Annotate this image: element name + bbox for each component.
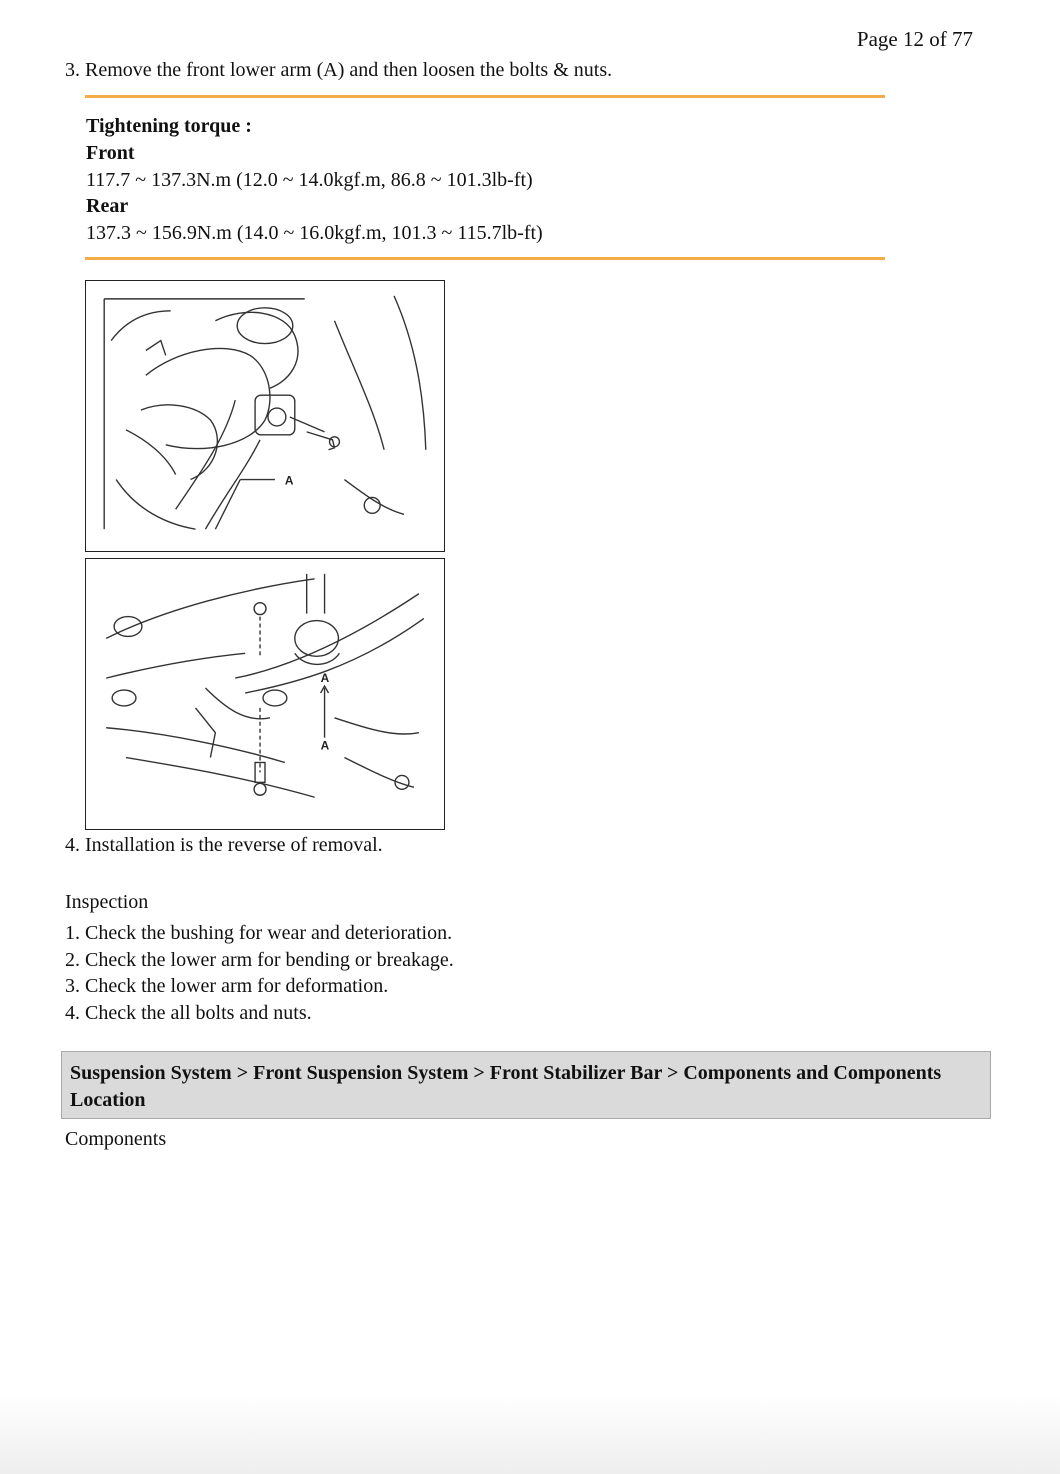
step-3-text: 3. Remove the front lower arm (A) and then loosen the bolts & nuts. <box>65 59 613 81</box>
torque-top-rule <box>85 95 885 98</box>
figure-lower-arm-removal <box>85 558 445 830</box>
fig2-label-a-top: A <box>320 671 330 686</box>
lower-arm-removal-illustration <box>86 559 444 829</box>
page-bottom-shadow <box>0 1394 1060 1474</box>
inspection-item: 1. Check the bushing for wear and deterioration. <box>65 922 453 944</box>
fig2-label-a: A <box>320 738 330 753</box>
inspection-item: 4. Check the all bolts and nuts. <box>65 1002 312 1024</box>
torque-bottom-rule <box>85 257 885 260</box>
section-breadcrumb-bar <box>61 1051 991 1119</box>
section-breadcrumb: Suspension System > Front Suspension System > Front Stabilizer Bar > Components and Components Location <box>70 1062 942 1111</box>
inspection-item: 3. Check the lower arm for deformation. <box>65 975 389 997</box>
lower-arm-bushing-illustration <box>86 281 444 551</box>
torque-rear-value: 137.3 ~ 156.9N.m (14.0 ~ 16.0kgf.m, 101.3 ~ 115.7lb-ft) <box>86 222 543 244</box>
torque-heading: Tightening torque : <box>86 115 252 137</box>
page-number: Page 12 of 77 <box>856 27 973 51</box>
torque-front-value: 117.7 ~ 137.3N.m (12.0 ~ 14.0kgf.m, 86.8 ~ 101.3lb-ft) <box>86 169 533 191</box>
components-label: Components <box>65 1128 167 1150</box>
inspection-title: Inspection <box>65 891 149 913</box>
inspection-item: 2. Check the lower arm for bending or breakage. <box>65 949 454 971</box>
torque-rear-label: Rear <box>86 195 129 217</box>
fig1-label-a: A <box>284 473 294 488</box>
step-4-text: 4. Installation is the reverse of removal. <box>65 834 383 856</box>
torque-front-label: Front <box>86 142 135 164</box>
figure-lower-arm-bushing <box>85 280 445 552</box>
